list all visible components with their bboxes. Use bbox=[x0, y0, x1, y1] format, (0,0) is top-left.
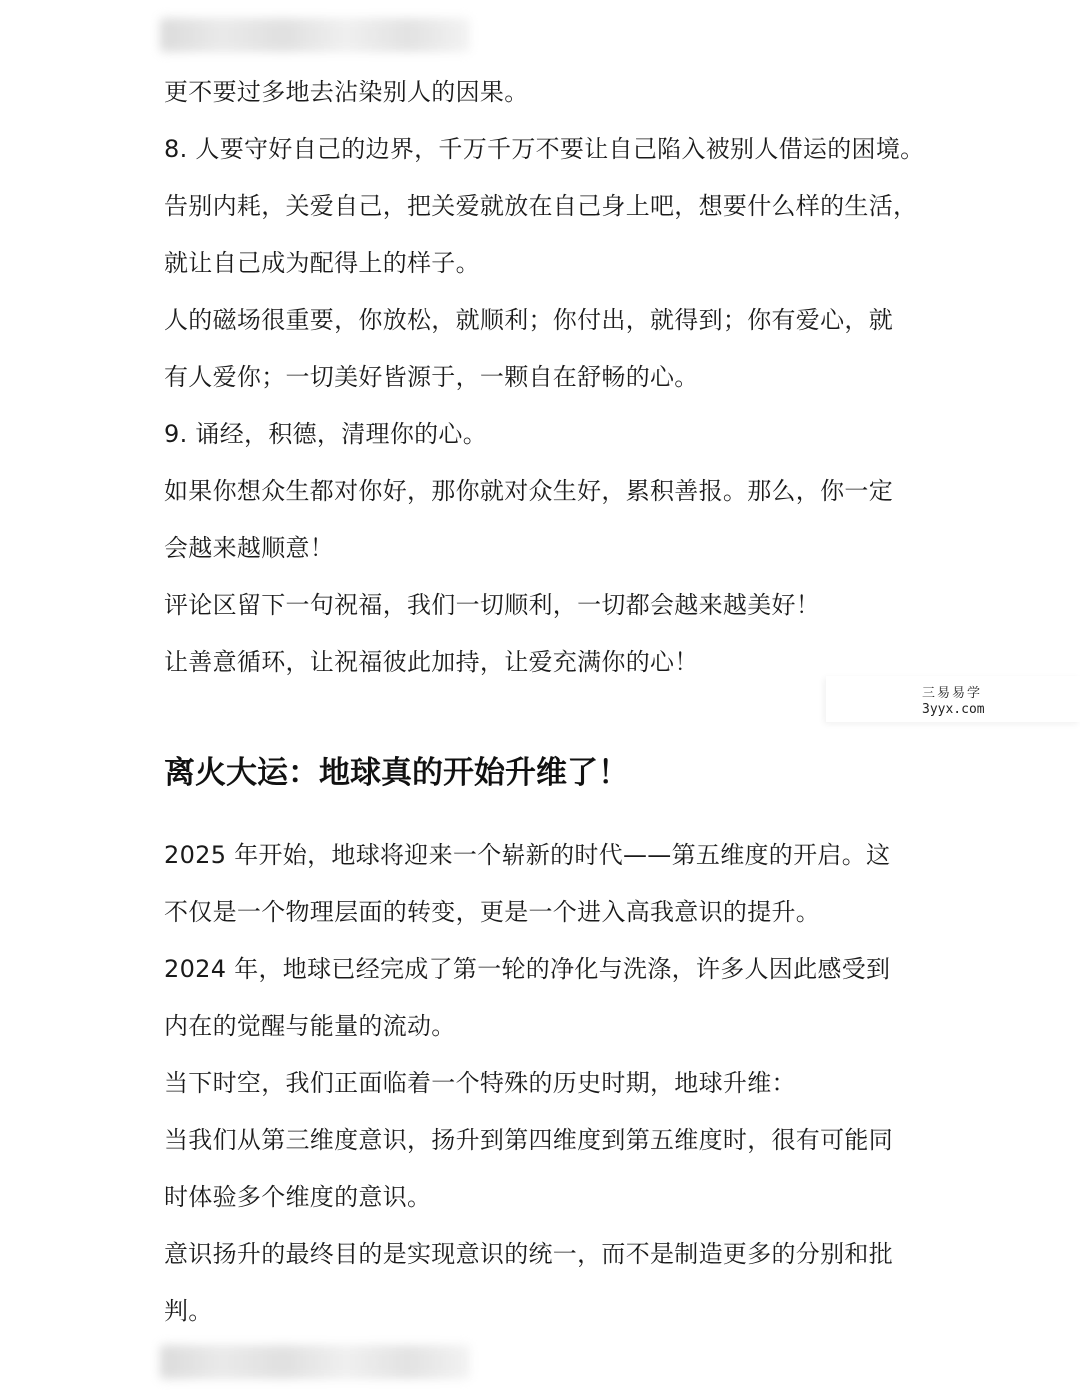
text-line: 让善意循环，让祝福彼此加持，让爱充满你的心！ bbox=[164, 648, 699, 676]
text-line: 更不要过多地去沾染别人的因果。 bbox=[164, 78, 529, 106]
site-watermark bbox=[826, 676, 1080, 722]
text-line: 不仅是一个物理层面的转变，更是一个进入高我意识的提升。 bbox=[164, 898, 821, 926]
watermark-domain: 3yyx.com bbox=[922, 702, 985, 717]
text-line: 评论区留下一句祝福，我们一切顺利，一切都会越来越美好！ bbox=[164, 591, 821, 619]
text-line: 当我们从第三维度意识，扬升到第四维度到第五维度时，很有可能同 bbox=[164, 1126, 893, 1154]
text-line: 当下时空，我们正面临着一个特殊的历史时期，地球升维： bbox=[164, 1069, 796, 1097]
text-line: 2024 年，地球已经完成了第一轮的净化与洗涤，许多人因此感受到 bbox=[164, 955, 891, 983]
watermark-site-name: 三易易学 bbox=[922, 686, 983, 701]
text-line: 就让自己成为配得上的样子。 bbox=[164, 249, 480, 277]
text-line: 意识扬升的最终目的是实现意识的统一，而不是制造更多的分别和批 bbox=[164, 1240, 893, 1268]
text-line: 时体验多个维度的意识。 bbox=[164, 1183, 432, 1211]
text-line: 9. 诵经，积德，清理你的心。 bbox=[164, 420, 488, 448]
section-heading: 离火大运：地球真的开始升维了！ bbox=[164, 755, 629, 791]
text-line: 判。 bbox=[164, 1297, 213, 1325]
text-line: 2025 年开始，地球将迎来一个崭新的时代——第五维度的开启。这 bbox=[164, 841, 891, 869]
blurred-header-strip bbox=[160, 18, 470, 52]
text-line: 有人爱你；一切美好皆源于，一颗自在舒畅的心。 bbox=[164, 363, 699, 391]
text-line: 告别内耗，关爱自己，把关爱就放在自己身上吧，想要什么样的生活， bbox=[164, 192, 918, 220]
text-line: 8. 人要守好自己的边界，千万千万不要让自己陷入被别人借运的困境。 bbox=[164, 135, 925, 163]
text-line: 人的磁场很重要，你放松，就顺利；你付出，就得到；你有爱心，就 bbox=[164, 306, 893, 334]
text-line: 如果你想众生都对你好，那你就对众生好，累积善报。那么，你一定 bbox=[164, 477, 893, 505]
text-line: 会越来越顺意！ bbox=[164, 534, 335, 562]
text-line: 内在的觉醒与能量的流动。 bbox=[164, 1012, 456, 1040]
blurred-footer-strip bbox=[160, 1345, 470, 1379]
